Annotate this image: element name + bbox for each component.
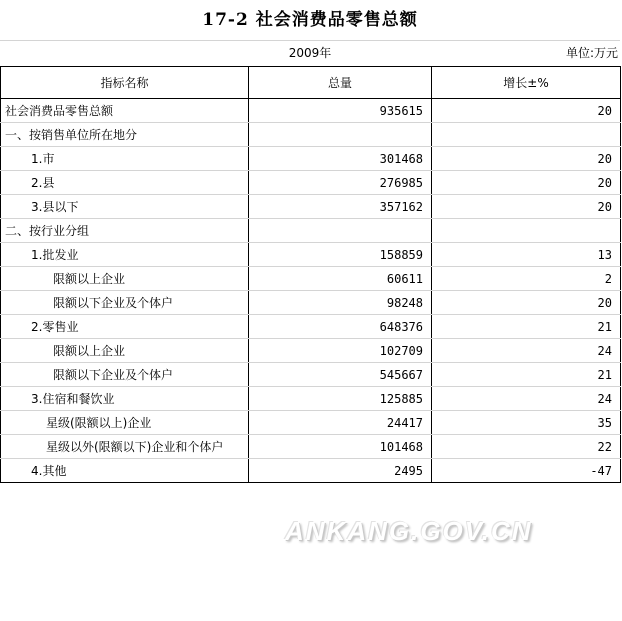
- table-title: 17-2 社会消费品零售总额: [202, 10, 418, 30]
- header-growth: 增长±%: [432, 67, 621, 99]
- table-row: [1, 339, 621, 363]
- row-total: [249, 219, 432, 243]
- row-growth: 20: [432, 291, 621, 315]
- row-growth: 21: [432, 315, 621, 339]
- retail-sales-table: [0, 66, 621, 483]
- row-label: 3.县以下: [1, 195, 249, 219]
- header-row: [1, 67, 621, 99]
- row-growth: 20: [432, 171, 621, 195]
- row-growth: 22: [432, 435, 621, 459]
- row-total: 102709: [249, 339, 432, 363]
- row-total: 60611: [249, 267, 432, 291]
- row-label: 社会消费品零售总额: [1, 99, 249, 123]
- table-row: [1, 195, 621, 219]
- row-growth: 2: [432, 267, 621, 291]
- row-total: 158859: [249, 243, 432, 267]
- row-label: 限额以上企业: [1, 267, 249, 291]
- row-growth: 24: [432, 339, 621, 363]
- table-row: [1, 219, 621, 243]
- row-growth: 21: [432, 363, 621, 387]
- table-row: [1, 411, 621, 435]
- row-total: 98248: [249, 291, 432, 315]
- table-row: [1, 171, 621, 195]
- row-total: 2495: [249, 459, 432, 483]
- table-row: [1, 387, 621, 411]
- row-growth: [432, 219, 621, 243]
- header-indicator: 指标名称: [1, 67, 249, 99]
- table-row: [1, 243, 621, 267]
- row-total: 357162: [249, 195, 432, 219]
- row-growth: 13: [432, 243, 621, 267]
- row-total: 935615: [249, 99, 432, 123]
- row-label: 星级(限额以上)企业: [1, 411, 249, 435]
- row-label: 1.批发业: [1, 243, 249, 267]
- row-total: 648376: [249, 315, 432, 339]
- row-growth: -47: [432, 459, 621, 483]
- row-label: 3.住宿和餐饮业: [1, 387, 249, 411]
- row-growth: 24: [432, 387, 621, 411]
- row-total: 276985: [249, 171, 432, 195]
- row-label: 2.县: [1, 171, 249, 195]
- row-label: 限额以下企业及个体户: [1, 291, 249, 315]
- year-label: 2009年: [288, 46, 332, 60]
- row-label: 2.零售业: [1, 315, 249, 339]
- row-growth: 20: [432, 195, 621, 219]
- table-row: [1, 267, 621, 291]
- row-total: 301468: [249, 147, 432, 171]
- row-growth: 20: [432, 99, 621, 123]
- row-total: 24417: [249, 411, 432, 435]
- site-watermark: ANKANG.GOV.CN: [285, 516, 533, 546]
- row-total: 101468: [249, 435, 432, 459]
- table-row: [1, 315, 621, 339]
- table-row: [1, 291, 621, 315]
- row-label: 一、按销售单位所在地分: [1, 123, 249, 147]
- unit-label: 单位:万元: [565, 46, 618, 60]
- header-total: 总量: [249, 67, 432, 99]
- row-total: 545667: [249, 363, 432, 387]
- table-row: [1, 123, 621, 147]
- row-growth: 20: [432, 147, 621, 171]
- table-row: [1, 363, 621, 387]
- row-label: 星级以外(限额以下)企业和个体户: [1, 435, 249, 459]
- table-row: [1, 459, 621, 483]
- table-row: [1, 435, 621, 459]
- row-label: 1.市: [1, 147, 249, 171]
- row-growth: 35: [432, 411, 621, 435]
- row-total: [249, 123, 432, 147]
- table-row: [1, 99, 621, 123]
- row-label: 4.其他: [1, 459, 249, 483]
- row-total: 125885: [249, 387, 432, 411]
- row-label: 限额以上企业: [1, 339, 249, 363]
- row-label: 限额以下企业及个体户: [1, 363, 249, 387]
- table-row: [1, 147, 621, 171]
- row-growth: [432, 123, 621, 147]
- row-label: 二、按行业分组: [1, 219, 249, 243]
